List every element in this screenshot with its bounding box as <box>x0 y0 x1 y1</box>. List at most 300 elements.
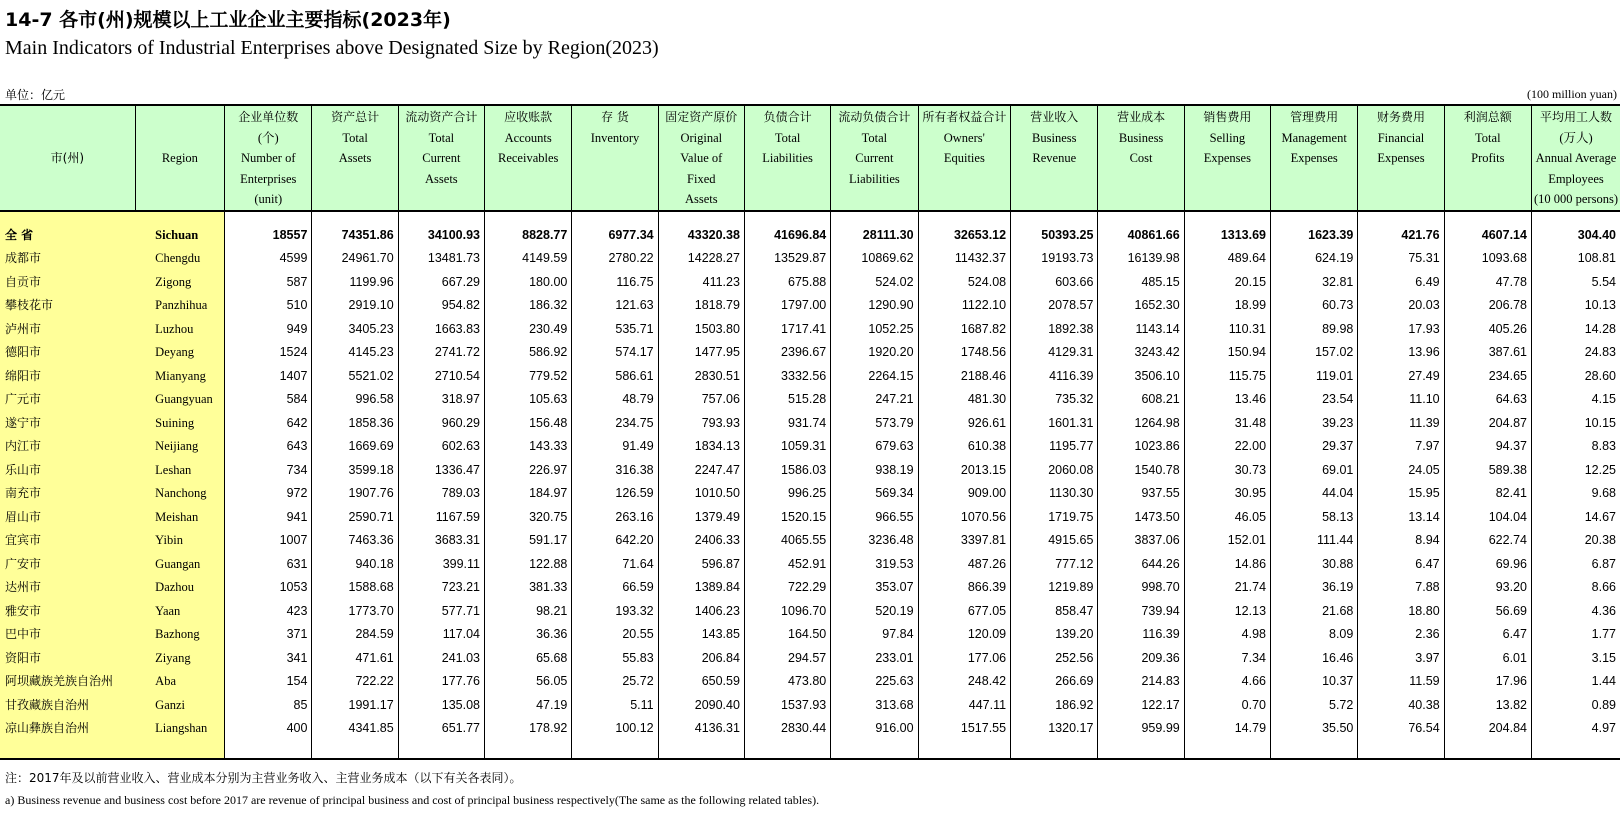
value-cell: 602.63 <box>398 435 484 459</box>
value-cell: 143.85 <box>658 623 744 647</box>
spacer-cell <box>572 211 658 224</box>
value-cell: 996.58 <box>312 388 398 412</box>
value-cell: 76.54 <box>1358 717 1444 741</box>
region-name-cn: 资阳市 <box>0 647 135 671</box>
value-cell: 926.61 <box>918 412 1011 436</box>
header-label-en: Total <box>774 130 801 145</box>
value-cell: 624.19 <box>1271 247 1358 271</box>
value-cell: 4.36 <box>1531 600 1620 624</box>
value-cell: 234.65 <box>1444 365 1531 389</box>
header-label-en: Total <box>342 130 368 145</box>
value-cell: 21.74 <box>1184 576 1270 600</box>
spacer-cell <box>1098 211 1184 224</box>
value-cell: 1007 <box>225 529 312 553</box>
value-cell: 178.92 <box>485 717 572 741</box>
spacer-cell <box>744 211 830 224</box>
value-cell: 3243.42 <box>1098 341 1184 365</box>
value-cell: 387.61 <box>1444 341 1531 365</box>
value-cell: 43320.38 <box>658 224 744 248</box>
value-cell: 122.88 <box>485 553 572 577</box>
value-cell: 1719.75 <box>1011 506 1098 530</box>
region-name-en: Luzhou <box>135 318 224 342</box>
value-cell: 164.50 <box>744 623 830 647</box>
table-row <box>0 271 1620 295</box>
region-name-cn: 攀枝花市 <box>0 294 135 318</box>
value-cell: 65.68 <box>485 647 572 671</box>
header-label-en: (个) <box>257 130 279 145</box>
value-cell: 30.73 <box>1184 459 1270 483</box>
value-cell: 3.97 <box>1358 647 1444 671</box>
value-cell: 1070.56 <box>918 506 1011 530</box>
value-cell: 4129.31 <box>1011 341 1098 365</box>
value-cell: 5521.02 <box>312 365 398 389</box>
table-row <box>0 506 1620 530</box>
spacer-cell <box>225 741 312 759</box>
region-name-en: Suining <box>135 412 224 436</box>
value-cell: 247.21 <box>831 388 918 412</box>
region-name-cn: 宜宾市 <box>0 529 135 553</box>
value-cell: 421.76 <box>1358 224 1444 248</box>
value-cell: 8828.77 <box>485 224 572 248</box>
value-cell: 399.11 <box>398 553 484 577</box>
value-cell: 71.64 <box>572 553 658 577</box>
value-cell: 8.83 <box>1531 435 1620 459</box>
value-cell: 16.46 <box>1271 647 1358 671</box>
spacer-cell <box>1531 211 1620 224</box>
value-cell: 184.97 <box>485 482 572 506</box>
region-name-en: Panzhihua <box>135 294 224 318</box>
header-label-en: Total <box>428 130 455 145</box>
region-name-cn: 自贡市 <box>0 271 135 295</box>
value-cell: 603.66 <box>1011 271 1098 295</box>
region-name-cn: 成都市 <box>0 247 135 271</box>
value-cell: 411.23 <box>658 271 744 295</box>
value-cell: 381.33 <box>485 576 572 600</box>
value-cell: 47.78 <box>1444 271 1531 295</box>
value-cell: 11432.37 <box>918 247 1011 271</box>
spacer-cell <box>1444 741 1531 759</box>
value-cell: 452.91 <box>744 553 830 577</box>
value-cell: 2830.51 <box>658 365 744 389</box>
value-cell: 316.38 <box>572 459 658 483</box>
value-cell: 32653.12 <box>918 224 1011 248</box>
header-label-en: Expenses <box>1203 151 1251 165</box>
value-cell: 1130.30 <box>1011 482 1098 506</box>
value-cell: 20.38 <box>1531 529 1620 553</box>
value-cell: 940.18 <box>312 553 398 577</box>
value-cell: 2590.71 <box>312 506 398 530</box>
spacer-cell <box>1358 211 1444 224</box>
table-row <box>0 623 1620 647</box>
value-cell: 1524 <box>225 341 312 365</box>
value-cell: 1.44 <box>1531 670 1620 694</box>
value-cell: 3.15 <box>1531 647 1620 671</box>
header-label-en: Selling <box>1209 130 1246 145</box>
value-cell: 119.01 <box>1271 365 1358 389</box>
region-name-cn: 德阳市 <box>0 341 135 365</box>
value-cell: 4341.85 <box>312 717 398 741</box>
value-cell: 591.17 <box>485 529 572 553</box>
value-cell: 1920.20 <box>831 341 918 365</box>
header-label-cn: 销售费用 <box>1203 110 1252 124</box>
header-label-en: Cost <box>1129 151 1153 165</box>
value-cell: 98.21 <box>485 600 572 624</box>
header-label-en: Expenses <box>1290 151 1338 165</box>
header-label-cn: 固定资产原价 <box>665 110 738 124</box>
value-cell: 642.20 <box>572 529 658 553</box>
table-row <box>0 435 1620 459</box>
value-cell: 97.84 <box>831 623 918 647</box>
value-cell: 209.36 <box>1098 647 1184 671</box>
value-cell: 94.37 <box>1444 435 1531 459</box>
region-name-en: Aba <box>135 670 224 694</box>
value-cell: 6.49 <box>1358 271 1444 295</box>
note-cn: 注：2017年及以前营业收入、营业成本分别为主营业务收入、主营业务成本（以下有关各表同）。 <box>5 771 522 785</box>
value-cell: 1748.56 <box>918 341 1011 365</box>
value-cell: 586.61 <box>572 365 658 389</box>
header-label-en: Current <box>855 151 894 165</box>
value-cell: 2078.57 <box>1011 294 1098 318</box>
value-cell: 1663.83 <box>398 318 484 342</box>
value-cell: 650.59 <box>658 670 744 694</box>
region-name-en: Nanchong <box>135 482 224 506</box>
value-cell: 1023.86 <box>1098 435 1184 459</box>
value-cell: 16139.98 <box>1098 247 1184 271</box>
value-cell: 1834.13 <box>658 435 744 459</box>
value-cell: 56.05 <box>485 670 572 694</box>
region-name-cn: 遂宁市 <box>0 412 135 436</box>
value-cell: 10.15 <box>1531 412 1620 436</box>
header-cell <box>1358 105 1444 211</box>
header-label-cn: 负债合计 <box>763 110 812 124</box>
region-name-en: Guangyuan <box>135 388 224 412</box>
value-cell: 139.20 <box>1011 623 1098 647</box>
region-name-en: Bazhong <box>135 623 224 647</box>
table-row <box>0 247 1620 271</box>
value-cell: 667.29 <box>398 271 484 295</box>
value-cell: 7463.36 <box>312 529 398 553</box>
region-name-cn: 凉山彝族自治州 <box>0 717 135 741</box>
value-cell: 122.17 <box>1098 694 1184 718</box>
header-label-en: Number of <box>241 151 296 165</box>
spacer-cell <box>1184 741 1270 759</box>
spacer-cell <box>918 741 1011 759</box>
value-cell: 1167.59 <box>398 506 484 530</box>
header-cell <box>658 105 744 211</box>
value-cell: 24.05 <box>1358 459 1444 483</box>
value-cell: 3506.10 <box>1098 365 1184 389</box>
value-cell: 1517.55 <box>918 717 1011 741</box>
value-cell: 1336.47 <box>398 459 484 483</box>
header-label-en: Accounts <box>504 130 552 145</box>
value-cell: 17.93 <box>1358 318 1444 342</box>
header-label-en: (10 000 persons) <box>1533 192 1618 206</box>
value-cell: 177.06 <box>918 647 1011 671</box>
value-cell: 18.99 <box>1184 294 1270 318</box>
header-label-en: Business <box>1118 130 1164 145</box>
value-cell: 584 <box>225 388 312 412</box>
header-label-cn: 资产总计 <box>331 110 380 124</box>
header-cell <box>485 105 572 211</box>
header-label-en: Annual Average <box>1535 151 1617 165</box>
value-cell: 6.47 <box>1444 623 1531 647</box>
value-cell: 1669.69 <box>312 435 398 459</box>
header-label-en: Revenue <box>1032 151 1077 165</box>
value-cell: 108.81 <box>1531 247 1620 271</box>
value-cell: 320.75 <box>485 506 572 530</box>
spacer-cell <box>658 741 744 759</box>
value-cell: 3236.48 <box>831 529 918 553</box>
value-cell: 1797.00 <box>744 294 830 318</box>
region-name-cn: 乐山市 <box>0 459 135 483</box>
value-cell: 1623.39 <box>1271 224 1358 248</box>
header-label-en: Assets <box>425 171 458 186</box>
region-name-en: Meishan <box>135 506 224 530</box>
value-cell: 93.20 <box>1444 576 1531 600</box>
value-cell: 1096.70 <box>744 600 830 624</box>
header-cell <box>1271 105 1358 211</box>
value-cell: 573.79 <box>831 412 918 436</box>
value-cell: 152.01 <box>1184 529 1270 553</box>
value-cell: 423 <box>225 600 312 624</box>
table-row <box>0 694 1620 718</box>
header-cell <box>918 105 1011 211</box>
value-cell: 1717.41 <box>744 318 830 342</box>
region-name-en: Guangan <box>135 553 224 577</box>
value-cell: 7.97 <box>1358 435 1444 459</box>
value-cell: 586.92 <box>485 341 572 365</box>
value-cell: 757.06 <box>658 388 744 412</box>
value-cell: 105.63 <box>485 388 572 412</box>
value-cell: 204.87 <box>1444 412 1531 436</box>
value-cell: 233.01 <box>831 647 918 671</box>
header-label-en: Region <box>161 150 198 165</box>
value-cell: 510 <box>225 294 312 318</box>
value-cell: 2406.33 <box>658 529 744 553</box>
value-cell: 115.75 <box>1184 365 1270 389</box>
value-cell: 471.61 <box>312 647 398 671</box>
value-cell: 21.68 <box>1271 600 1358 624</box>
header-label-en: Equities <box>943 151 985 165</box>
value-cell: 120.09 <box>918 623 1011 647</box>
region-name-en: Ziyang <box>135 647 224 671</box>
notes <box>5 769 820 807</box>
spacer-cell <box>1271 741 1358 759</box>
value-cell: 608.21 <box>1098 388 1184 412</box>
value-cell: 3405.23 <box>312 318 398 342</box>
region-name-cn: 眉山市 <box>0 506 135 530</box>
value-cell: 13.96 <box>1358 341 1444 365</box>
header-label-cn: 应收账款 <box>504 110 553 124</box>
value-cell: 1195.77 <box>1011 435 1098 459</box>
value-cell: 150.94 <box>1184 341 1270 365</box>
region-name-en: Neijiang <box>135 435 224 459</box>
value-cell: 642 <box>225 412 312 436</box>
value-cell: 2780.22 <box>572 247 658 271</box>
value-cell: 225.63 <box>831 670 918 694</box>
table-row <box>0 553 1620 577</box>
value-cell: 679.63 <box>831 435 918 459</box>
value-cell: 651.77 <box>398 717 484 741</box>
value-cell: 13.82 <box>1444 694 1531 718</box>
value-cell: 858.47 <box>1011 600 1098 624</box>
header-label-en: Assets <box>684 192 718 206</box>
value-cell: 631 <box>225 553 312 577</box>
page-title-en: Main Indicators of Industrial Enterprises above Designated Size by Region(2023) <box>5 37 659 59</box>
value-cell: 36.36 <box>485 623 572 647</box>
value-cell: 574.17 <box>572 341 658 365</box>
value-cell: 0.89 <box>1531 694 1620 718</box>
header-cell <box>572 105 658 211</box>
spacer-row <box>0 741 1620 759</box>
value-cell: 734 <box>225 459 312 483</box>
value-cell: 28111.30 <box>831 224 918 248</box>
value-cell: 1313.69 <box>1184 224 1270 248</box>
value-cell: 27.49 <box>1358 365 1444 389</box>
header-label-en: Original <box>680 130 723 145</box>
value-cell: 214.83 <box>1098 670 1184 694</box>
header-label-en: Fixed <box>687 171 716 186</box>
value-cell: 156.48 <box>485 412 572 436</box>
value-cell: 1143.14 <box>1098 318 1184 342</box>
value-cell: 32.81 <box>1271 271 1358 295</box>
value-cell: 2264.15 <box>831 365 918 389</box>
value-cell: 589.38 <box>1444 459 1531 483</box>
value-cell: 263.16 <box>572 506 658 530</box>
value-cell: 960.29 <box>398 412 484 436</box>
table-row <box>0 717 1620 741</box>
region-name-en: Dazhou <box>135 576 224 600</box>
value-cell: 1389.84 <box>658 576 744 600</box>
table-row <box>0 365 1620 389</box>
value-cell: 34100.93 <box>398 224 484 248</box>
value-cell: 644.26 <box>1098 553 1184 577</box>
value-cell: 10869.62 <box>831 247 918 271</box>
spacer-cell <box>831 741 918 759</box>
value-cell: 447.11 <box>918 694 1011 718</box>
value-cell: 304.40 <box>1531 224 1620 248</box>
value-cell: 89.98 <box>1271 318 1358 342</box>
value-cell: 20.55 <box>572 623 658 647</box>
header-label-cn: 流动负债合计 <box>838 110 911 124</box>
spacer-row <box>0 211 1620 224</box>
value-cell: 266.69 <box>1011 670 1098 694</box>
region-name-en: Deyang <box>135 341 224 365</box>
header-cell <box>831 105 918 211</box>
value-cell: 100.12 <box>572 717 658 741</box>
region-name-en: Yaan <box>135 600 224 624</box>
value-cell: 2060.08 <box>1011 459 1098 483</box>
value-cell: 31.48 <box>1184 412 1270 436</box>
value-cell: 998.70 <box>1098 576 1184 600</box>
spacer-cell <box>1184 211 1270 224</box>
value-cell: 949 <box>225 318 312 342</box>
header-cell <box>744 105 830 211</box>
value-cell: 959.99 <box>1098 717 1184 741</box>
value-cell: 135.08 <box>398 694 484 718</box>
value-cell: 11.10 <box>1358 388 1444 412</box>
value-cell: 341 <box>225 647 312 671</box>
value-cell: 13529.87 <box>744 247 830 271</box>
value-cell: 234.75 <box>572 412 658 436</box>
value-cell: 5.72 <box>1271 694 1358 718</box>
value-cell: 4136.31 <box>658 717 744 741</box>
value-cell: 6.01 <box>1444 647 1531 671</box>
value-cell: 55.83 <box>572 647 658 671</box>
value-cell: 1588.68 <box>312 576 398 600</box>
value-cell: 318.97 <box>398 388 484 412</box>
value-cell: 1892.38 <box>1011 318 1098 342</box>
table-row <box>0 388 1620 412</box>
value-cell: 126.59 <box>572 482 658 506</box>
value-cell: 5.54 <box>1531 271 1620 295</box>
spacer-cell <box>135 741 224 759</box>
header-label-en: Employees <box>1548 171 1604 186</box>
value-cell: 35.50 <box>1271 717 1358 741</box>
value-cell: 13.46 <box>1184 388 1270 412</box>
header-row <box>0 105 1620 211</box>
value-cell: 6977.34 <box>572 224 658 248</box>
value-cell: 8.66 <box>1531 576 1620 600</box>
table-row <box>0 670 1620 694</box>
value-cell: 937.55 <box>1098 482 1184 506</box>
value-cell: 4145.23 <box>312 341 398 365</box>
value-cell: 24961.70 <box>312 247 398 271</box>
table-row <box>0 318 1620 342</box>
value-cell: 916.00 <box>831 717 918 741</box>
value-cell: 1059.31 <box>744 435 830 459</box>
value-cell: 405.26 <box>1444 318 1531 342</box>
value-cell: 1477.95 <box>658 341 744 365</box>
value-cell: 1219.89 <box>1011 576 1098 600</box>
header-label-en: Expenses <box>1377 151 1425 165</box>
spacer-cell <box>398 211 484 224</box>
value-cell: 938.19 <box>831 459 918 483</box>
table-row <box>0 576 1620 600</box>
value-cell: 1818.79 <box>658 294 744 318</box>
value-cell: 996.25 <box>744 482 830 506</box>
value-cell: 789.03 <box>398 482 484 506</box>
value-cell: 1773.70 <box>312 600 398 624</box>
value-cell: 3837.06 <box>1098 529 1184 553</box>
value-cell: 2396.67 <box>744 341 830 365</box>
value-cell: 4.98 <box>1184 623 1270 647</box>
region-name-cn: 全 省 <box>0 224 135 248</box>
value-cell: 241.03 <box>398 647 484 671</box>
value-cell: 1858.36 <box>312 412 398 436</box>
value-cell: 1093.68 <box>1444 247 1531 271</box>
header-cell <box>312 105 398 211</box>
value-cell: 11.59 <box>1358 670 1444 694</box>
value-cell: 569.34 <box>831 482 918 506</box>
spacer-cell <box>744 741 830 759</box>
value-cell: 186.32 <box>485 294 572 318</box>
table-row <box>0 482 1620 506</box>
header-cell <box>0 105 135 211</box>
value-cell: 1290.90 <box>831 294 918 318</box>
indicators-table-wrapper <box>0 104 1620 760</box>
region-name-en: Liangshan <box>135 717 224 741</box>
value-cell: 515.28 <box>744 388 830 412</box>
spacer-cell <box>1011 211 1098 224</box>
spacer-cell <box>1358 741 1444 759</box>
table-body <box>0 211 1620 759</box>
header-label-en: Inventory <box>590 130 640 145</box>
value-cell: 6.47 <box>1358 553 1444 577</box>
spacer-cell <box>572 741 658 759</box>
header-cell <box>1184 105 1270 211</box>
value-cell: 22.00 <box>1184 435 1270 459</box>
